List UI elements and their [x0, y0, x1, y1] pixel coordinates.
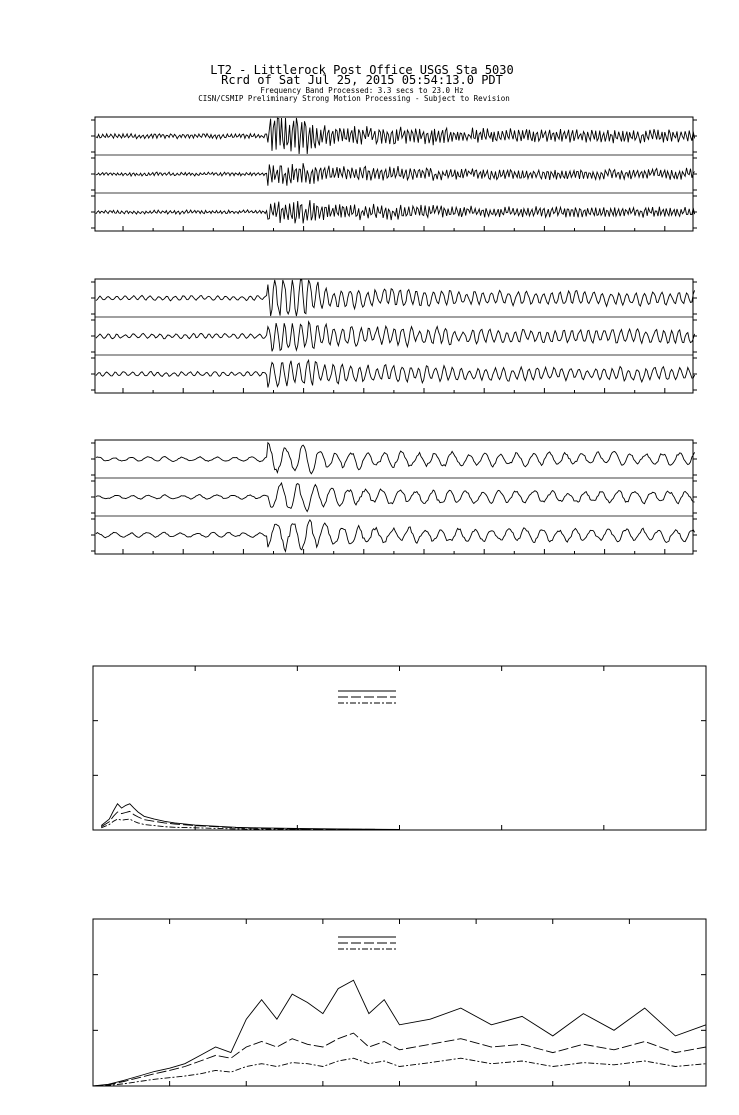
channel-2: [91, 317, 697, 352]
channel-trace: [96, 118, 695, 154]
channel-3: [91, 355, 697, 390]
channel-trace: [96, 322, 695, 352]
header-record-time: Rcrd of Sat Jul 25, 2015 05:54:13.0 PDT: [221, 73, 503, 87]
plot-frame: [93, 919, 706, 1086]
channel-trace: [96, 520, 695, 552]
channel-1: [91, 280, 697, 316]
series-line-1: [101, 804, 399, 830]
header-frequency-band: Frequency Band Processed: 3.3 secs to 23.0 Hz: [260, 86, 464, 95]
spectral-acceleration-chart: [93, 666, 706, 830]
panel-acceleration: [91, 117, 697, 231]
plot-frame: [93, 666, 706, 830]
channel-trace: [96, 483, 695, 512]
channel-1: [91, 118, 697, 154]
record-header: [198, 63, 514, 103]
channel-3: [91, 193, 697, 228]
channel-trace: [96, 280, 695, 316]
channel-3: [91, 516, 697, 551]
series-line-1: [93, 980, 706, 1086]
channel-2: [91, 155, 697, 190]
time-history-records: [91, 117, 697, 554]
channel-1: [91, 443, 697, 475]
header-station: LT2 - Littlerock Post Office USGS Sta 5030: [210, 63, 514, 77]
header-processing-note: CISN/CSMIP Preliminary Strong Motion Processing - Subject to Revision: [198, 94, 510, 103]
panel-displacement: [91, 440, 697, 554]
series-line-2: [93, 1033, 706, 1086]
series-line-2: [101, 811, 399, 829]
channel-trace: [96, 443, 695, 474]
panel-velocity: [91, 279, 697, 393]
velocity-fourier-spectrum-chart: [93, 919, 706, 1086]
channel-trace: [96, 163, 695, 186]
channel-trace: [96, 200, 695, 223]
channel-trace: [96, 360, 695, 387]
channel-2: [91, 478, 697, 513]
